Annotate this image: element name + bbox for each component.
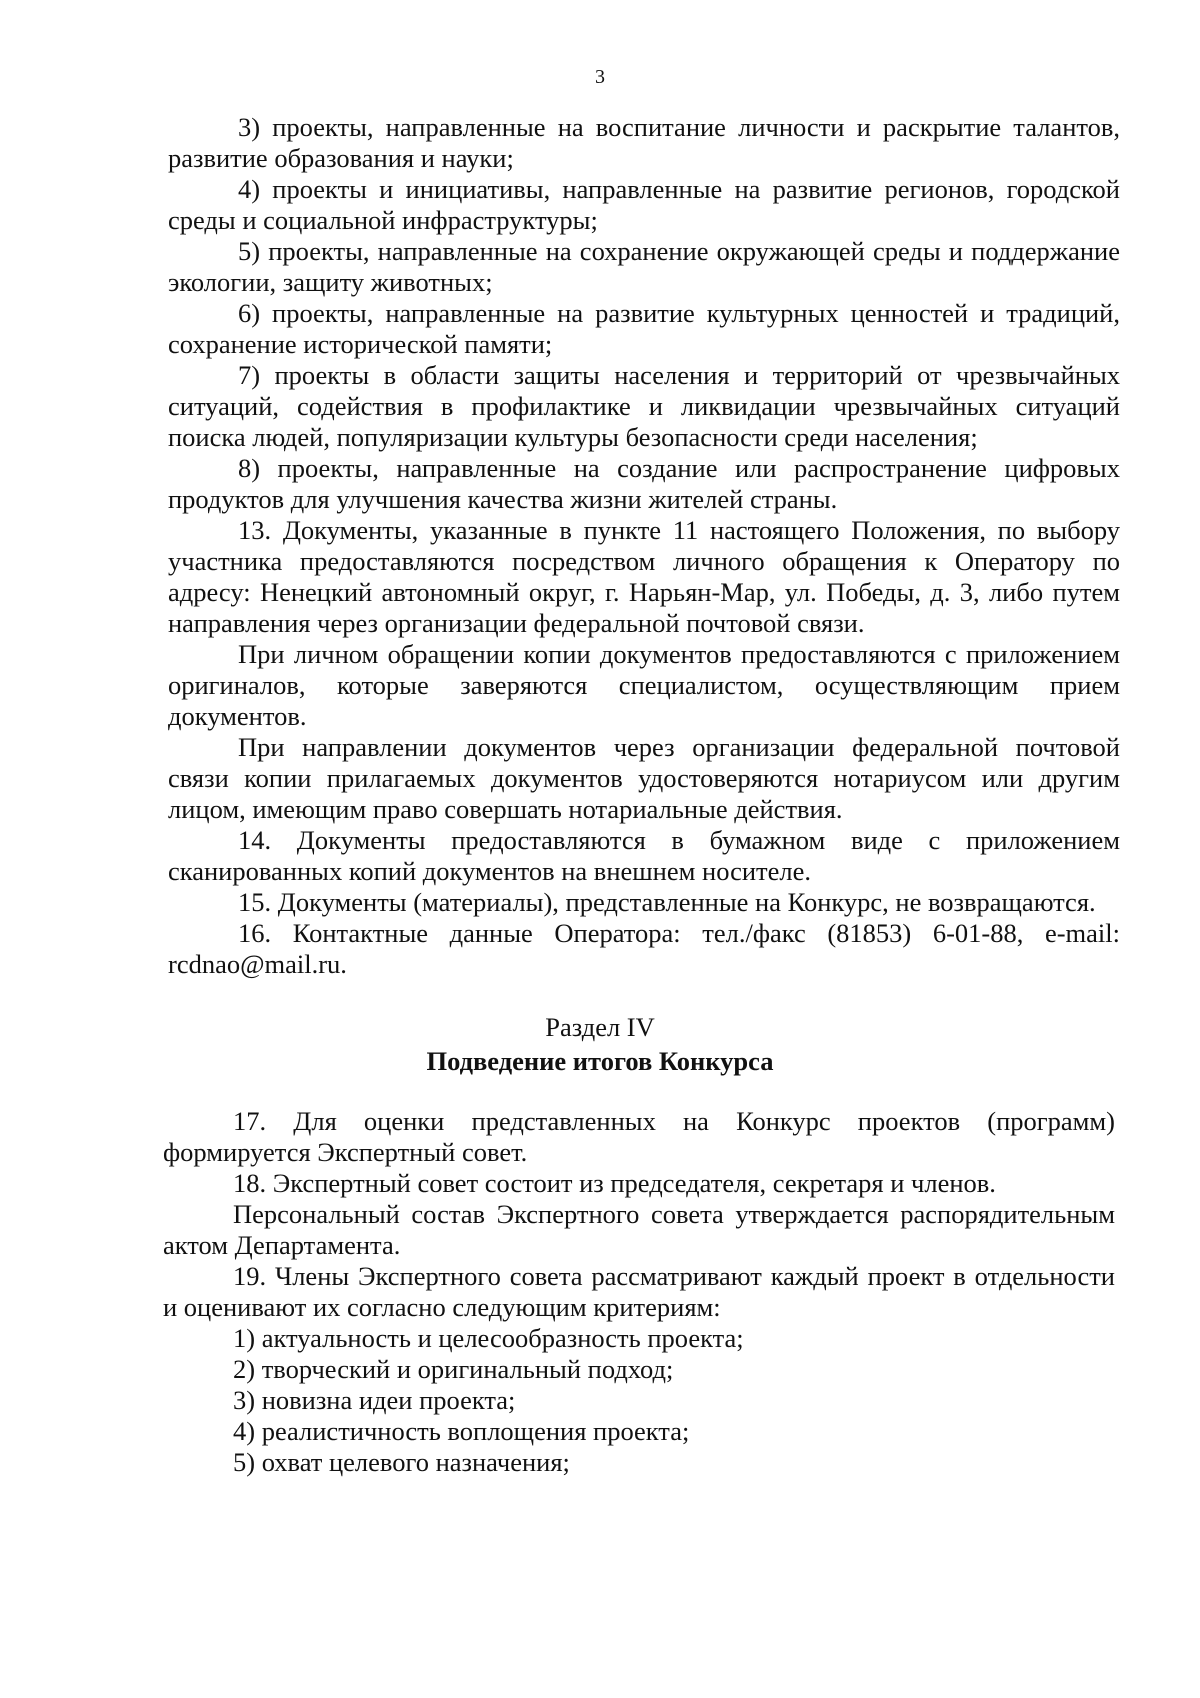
lower-text-block xyxy=(163,1106,1115,1478)
page-number: 3 xyxy=(595,66,605,88)
paragraph-personal-submission: При личном обращении копии документов предоставляются с приложением оригиналов, которые заверяются специалистом, осуществляющим прием документов. xyxy=(168,639,1120,731)
upper-text-block xyxy=(168,112,1120,980)
criteria-item: 1) актуальность и целесообразность проекта; xyxy=(233,1323,744,1353)
section-label: Раздел IV xyxy=(545,1012,655,1042)
paragraph-item-6: 6) проекты, направленные на развитие культурных ценностей и традиций, сохранение исторической памяти; xyxy=(168,298,1120,359)
section-title: Подведение итогов Конкурса xyxy=(426,1046,774,1076)
paragraph-13: 13. Документы, указанные в пункте 11 настоящего Положения, по выбору участника предоставляются посредством личного обращения к Оператору по адресу: Ненецкий автономный округ, г. Нарьян-Мар, ул. Победы, д. 3, либо путем направления через организации федеральной почтовой связи. xyxy=(168,515,1120,638)
paragraph-15: 15. Документы (материалы), представленные на Конкурс, не возвращаются. xyxy=(238,887,1096,917)
paragraph-16: 16. Контактные данные Оператора: тел./факс (81853) 6-01-88, e-mail: rcdnao@mail.ru. xyxy=(168,918,1120,979)
paragraph-17: 17. Для оценки представленных на Конкурс проектов (программ) формируется Экспертный совет. xyxy=(163,1106,1115,1167)
paragraph-item-3: 3) проекты, направленные на воспитание личности и раскрытие талантов, развитие образования и науки; xyxy=(168,112,1120,173)
paragraph-19: 19. Члены Экспертного совета рассматривают каждый проект в отдельности и оценивают их согласно следующим критериям: xyxy=(163,1261,1115,1322)
section-heading xyxy=(0,1010,1200,1078)
paragraph-18: 18. Экспертный совет состоит из председателя, секретаря и членов. xyxy=(233,1168,996,1198)
paragraph-item-4: 4) проекты и инициативы, направленные на развитие регионов, городской среды и социальной инфраструктуры; xyxy=(168,174,1120,235)
criteria-item: 4) реалистичность воплощения проекта; xyxy=(233,1416,690,1446)
paragraph-item-7: 7) проекты в области защиты населения и территорий от чрезвычайных ситуаций, содействия в профилактике и ликвидации чрезвычайных ситуаций поиска людей, популяризации культуры безопасности среди населения; xyxy=(168,360,1120,452)
criteria-item: 3) новизна идеи проекта; xyxy=(233,1385,516,1415)
paragraph-item-8: 8) проекты, направленные на создание или распространение цифровых продуктов для улучшения качества жизни жителей страны. xyxy=(168,453,1120,514)
paragraph-expert-council-composition: Персональный состав Экспертного совета утверждается распорядительным актом Департамента. xyxy=(163,1199,1115,1260)
paragraph-item-5: 5) проекты, направленные на сохранение окружающей среды и поддержание экологии, защиту животных; xyxy=(168,236,1120,297)
paragraph-postal-submission: При направлении документов через организации федеральной почтовой связи копии прилагаемых документов удостоверяются нотариусом или другим лицом, имеющим право совершать нотариальные действия. xyxy=(168,732,1120,824)
criteria-item: 2) творческий и оригинальный подход; xyxy=(233,1354,674,1384)
criteria-item: 5) охват целевого назначения; xyxy=(233,1447,570,1477)
paragraph-14: 14. Документы предоставляются в бумажном виде с приложением сканированных копий документов на внешнем носителе. xyxy=(168,825,1120,886)
